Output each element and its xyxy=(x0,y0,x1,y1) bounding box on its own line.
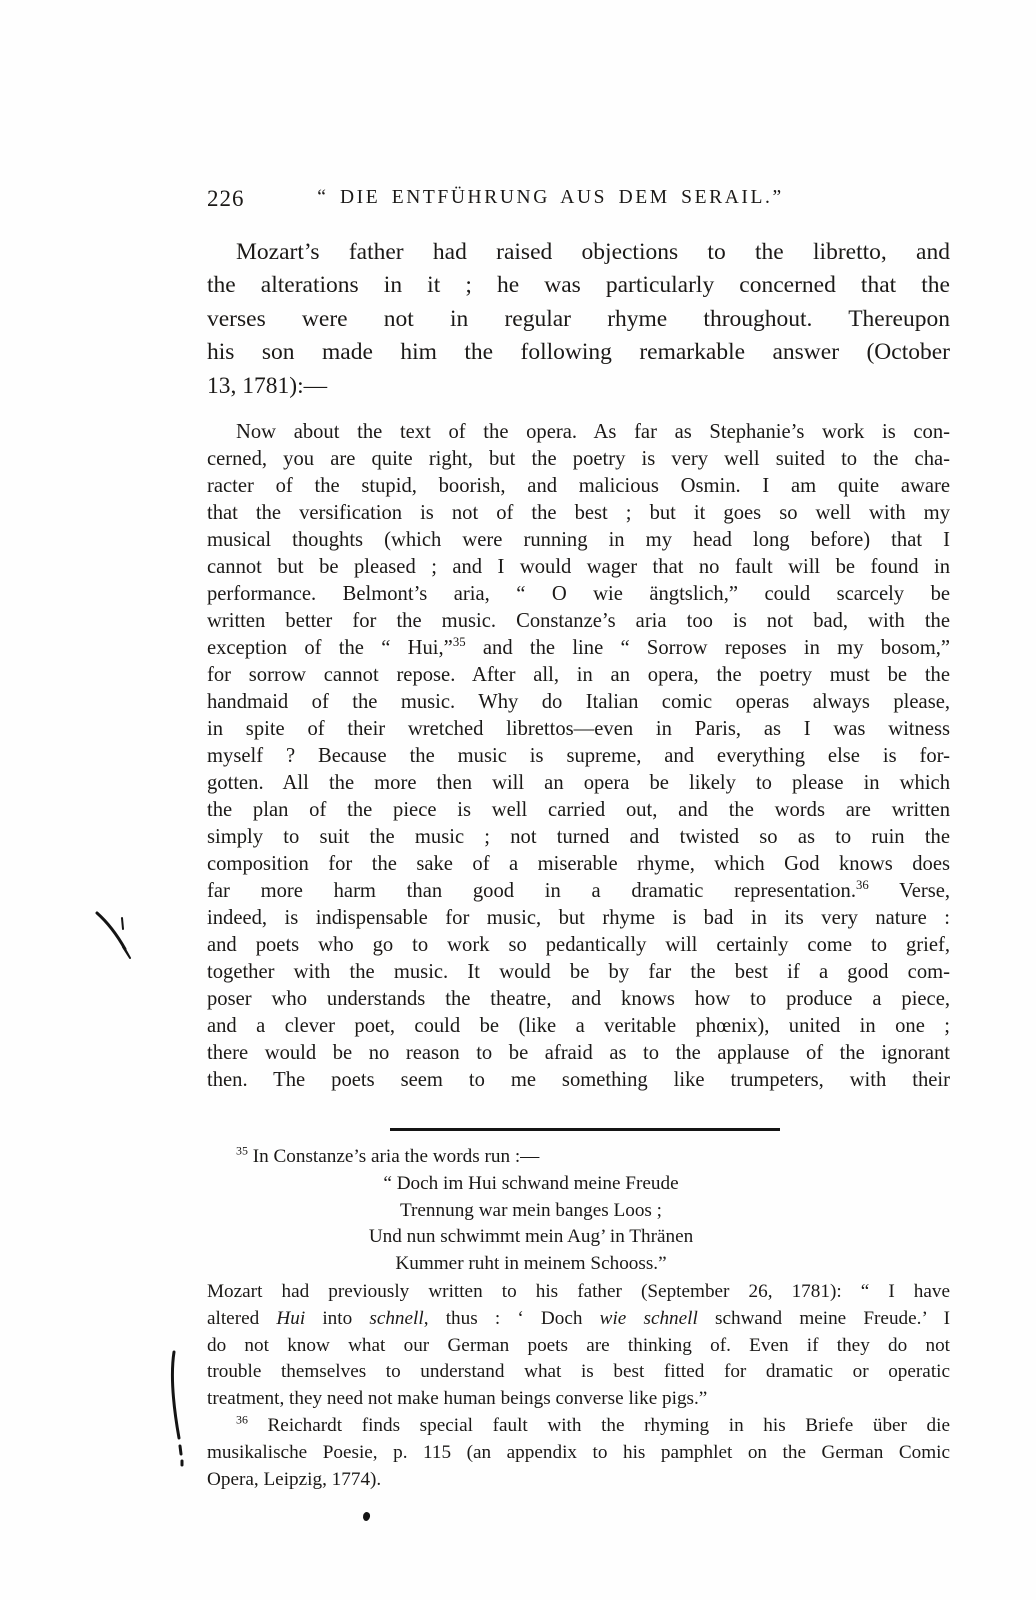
text-line: that the versification is not of the best ; but it goes so well with my xyxy=(207,502,950,524)
text-line: $^{35}$ In Constanze’s aria the words run :— xyxy=(236,1143,540,1167)
text-line: gotten. All the more then will an opera be likely to please in which xyxy=(207,772,950,794)
page-header xyxy=(207,184,950,216)
text-line: poser who understands the theatre, and knows how to produce a piece, xyxy=(207,988,950,1010)
text-line: his son made him the following remarkable answer (October xyxy=(207,339,950,366)
intro-paragraph xyxy=(207,236,950,403)
text-line: Now about the text of the opera. As far as Stephanie’s work is con- xyxy=(236,421,950,443)
footnote-36 xyxy=(207,1413,950,1493)
vertical-pen-stroke-mark xyxy=(160,1348,194,1470)
text-line: together with the music. It would be by far the best if a good com- xyxy=(207,961,950,983)
text-line: musikalische Poesie, p. 115 (an appendix to his pamphlet on the German Comic xyxy=(207,1441,950,1463)
text-line: altered Hui into schnell, thus : ‘ Doch wie schnell schwand meine Freude.’ I xyxy=(207,1307,950,1329)
text-line: then. The poets seem to me something like trumpeters, with their xyxy=(207,1069,950,1091)
text-line: performance. Belmont’s aria, “ O wie ängtslich,” could scarcely be xyxy=(207,583,950,605)
text-line: simply to suit the music ; not turned and twisted so as to ruin the xyxy=(207,826,950,848)
text-line: there would be no reason to be afraid as to the applause of the ignorant xyxy=(207,1042,950,1064)
running-title: “ DIE ENTFÜHRUNG AUS DEM SERAIL.” xyxy=(317,187,784,208)
text-line: racter of the stupid, boorish, and malicious Osmin. I am quite aware xyxy=(207,475,950,497)
text-line: and a clever poet, could be (like a veritable phœnix), united in one ; xyxy=(207,1015,950,1037)
text-line: composition for the sake of a miserable rhyme, which God knows does xyxy=(207,853,950,875)
text-line: $^{36}$ Reichardt finds special fault with the rhyming in his Briefe über die xyxy=(236,1412,950,1436)
text-line: indeed, is indispensable for music, but rhyme is bad in its very nature : xyxy=(207,907,950,929)
text-line: Opera, Leipzig, 1774). xyxy=(207,1468,382,1490)
text-line: the alterations in it ; he was particularly concerned that the xyxy=(207,272,950,299)
text-line: written better for the music. Constanze’s aria too is not bad, with the xyxy=(207,610,950,632)
text-line: handmaid of the music. Why do Italian comic operas always please, xyxy=(207,691,950,713)
ink-dot-mark xyxy=(362,1511,371,1521)
page-number: 226 xyxy=(207,186,245,211)
text-line: Trennung war mein banges Loos ; xyxy=(399,1199,663,1221)
text-line: myself ? Because the music is supreme, and everything else is for- xyxy=(207,745,950,767)
text-line: musical thoughts (which were running in my head long before) that I xyxy=(207,529,950,551)
text-line: cannot but be pleased ; and I would wager that no fault will be found in xyxy=(207,556,950,578)
text-line: cerned, you are quite right, but the poetry is very well suited to the cha- xyxy=(207,448,950,470)
text-line: the plan of the piece is well carried out, and the words are written xyxy=(207,799,950,821)
letter-quote xyxy=(207,419,950,1094)
text-line: treatment, they need not make human beings converse like pigs.” xyxy=(207,1388,708,1410)
text-line: do not know what our German poets are thinking of. Even if they do not xyxy=(207,1334,950,1356)
text-line: Mozart’s father had raised objections to the libretto, and xyxy=(236,239,950,265)
footnote-35-continuation xyxy=(207,1279,950,1413)
diagonal-pen-stroke-mark xyxy=(92,905,142,967)
footnote-35-poem xyxy=(207,1171,950,1278)
text-line: trouble themselves to understand what is best fitted for dramatic or operatic xyxy=(207,1361,950,1383)
footnotes-section xyxy=(207,1144,950,1493)
text-line: and poets who go to work so pedantically will certainly come to grief, xyxy=(207,934,950,956)
text-line: Und nun schwimmt mein Aug’ in Thränen xyxy=(368,1226,694,1248)
footnote-35-intro xyxy=(207,1144,950,1171)
text-line: “ Doch im Hui schwand meine Freude xyxy=(383,1172,679,1194)
text-line: verses were not in regular rhyme throughout. Thereupon xyxy=(207,305,950,332)
footnote-separator-rule xyxy=(390,1128,780,1131)
text-line: in spite of their wretched librettos—even in Paris, as I was witness xyxy=(207,718,950,740)
text-line: 13, 1781):— xyxy=(207,372,328,399)
text-line: for sorrow cannot repose. After all, in an opera, the poetry must be the xyxy=(207,664,950,686)
text-line: Mozart had previously written to his father (September 26, 1781): “ I have xyxy=(207,1280,950,1302)
text-line: far more harm than good in a dramatic representation.$^{36}$ Verse, xyxy=(207,878,951,902)
text-line: exception of the “ Hui,”$^{35}$ and the line “ Sorrow reposes in my bosom,” xyxy=(207,635,950,659)
text-line: Kummer ruht in meinem Schooss.” xyxy=(395,1253,667,1275)
